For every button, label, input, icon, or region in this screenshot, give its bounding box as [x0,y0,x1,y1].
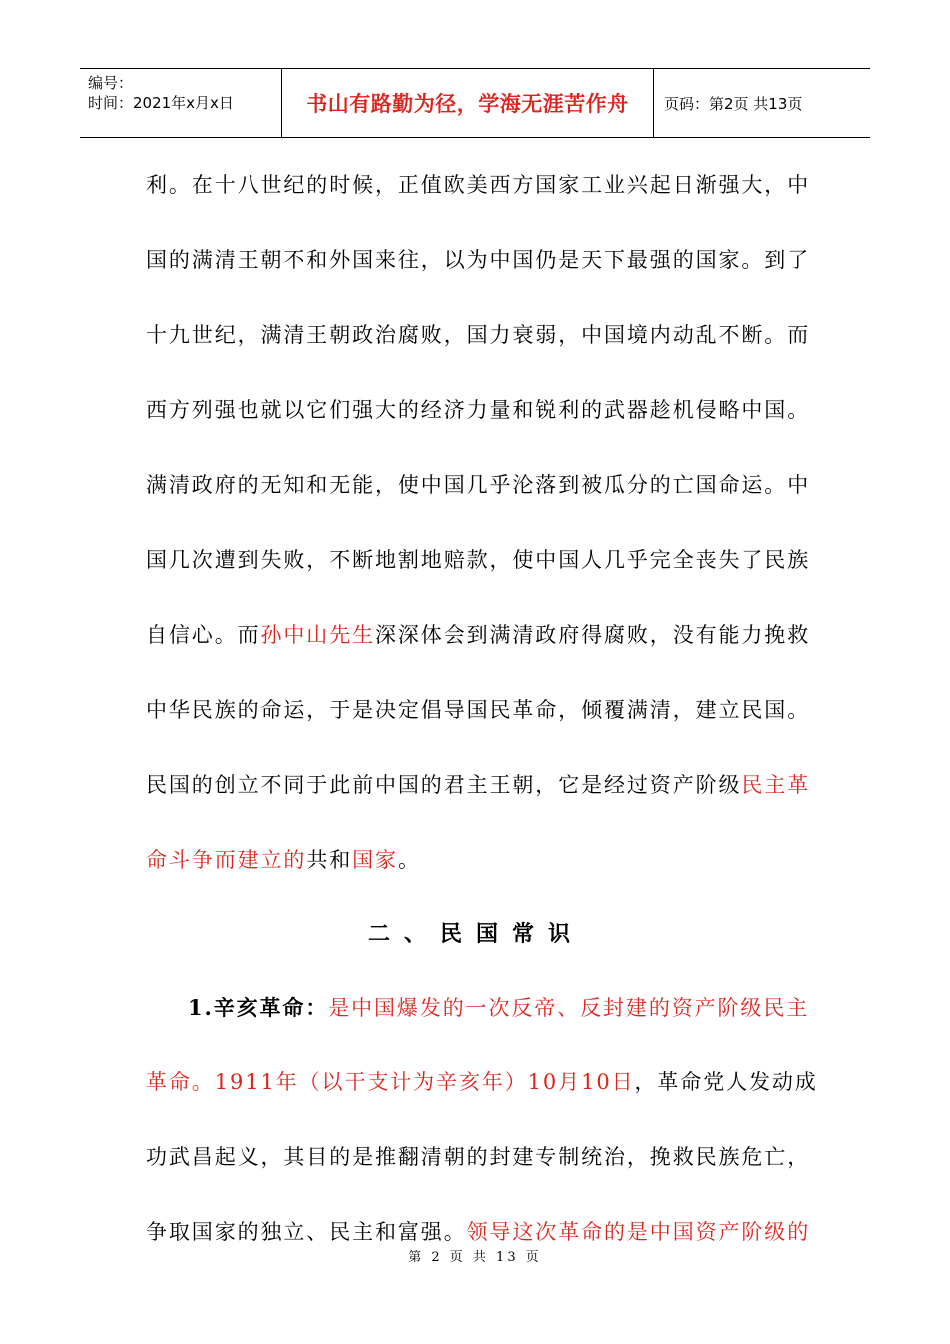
document-body [146,148,818,1270]
paragraph-line [146,970,810,1045]
page-header [80,68,870,138]
highlight-text: 民主革 [741,773,811,797]
document-number: 编号： [88,74,134,92]
paragraph-line: 西方列强也就以它们强大的经济力量和锐利的武器趁机侵略中国。 [146,398,811,422]
header-motto: 书山有路勤为径，学海无涯苦作舟 [306,92,629,116]
text-run: 深深体会到满清政府得腐败，没有能力挽救 [375,623,811,647]
highlight-text: 命斗争而建立的 [146,848,307,872]
header-motto-cell [282,69,654,137]
page-footer: 第 2 页 共 13 页 [408,1250,542,1265]
section-title: 二、民国常识 [367,921,584,947]
paragraph-line [146,748,811,823]
paragraph-line: 中华民族的命运，于是决定倡导国民革命，倾覆满清，建立民国。 [146,698,811,722]
paragraph-line [146,823,806,898]
highlight-text: 领导这次革命的是中国资产阶级的 [466,1220,811,1244]
text-run: 。 [397,848,421,872]
highlight-text: 国家 [352,848,398,872]
paragraph-line: 利。在十八世纪的时候，正值欧美西方国家工业兴起日渐强大，中 [146,173,811,197]
paragraph-line: 满清政府的无知和无能，使中国几乎沦落到被瓜分的亡国命运。中 [146,473,811,497]
highlight-text: 是中国爆发的一次反帝、反封建的资产阶级民主 [328,996,810,1020]
paragraph-line: 国的满清王朝不和外国来往，以为中国仍是天下最强的国家。到了 [146,248,811,272]
text-run: ，革命党人发动成 [634,1070,818,1094]
text-run: 争取国家的独立、民主和富强。 [146,1220,467,1244]
highlight-sun-yat-sen: 孙中山先生 [260,623,375,647]
header-page-info: 页码：第2页 共13页 [664,94,803,113]
text-run: 共和 [306,848,353,872]
text-run: 自信心。而 [146,623,261,647]
document-time: 时间：2021年x月x日 [88,94,234,112]
paragraph-line: 国几次遭到失败，不断地割地赔款，使中国人几乎完全丧失了民族 [146,548,811,572]
header-meta [80,69,282,137]
highlight-text: 革命。1911年（以干支计为辛亥年）10月10日 [146,1070,635,1094]
paragraph-line: 十九世纪，满清王朝政治腐败，国力衰弱，中国境内动乱不断。而 [146,323,811,347]
term-heading: 1.辛亥革命： [188,995,329,1020]
paragraph-line [146,1045,818,1120]
paragraph-line: 功武昌起义，其目的是推翻清朝的封建专制统治，挽救民族危亡， [146,1145,811,1169]
text-run: 民国的创立不同于此前中国的君主王朝，它是经过资产阶级 [146,773,742,797]
paragraph-line [146,598,811,673]
